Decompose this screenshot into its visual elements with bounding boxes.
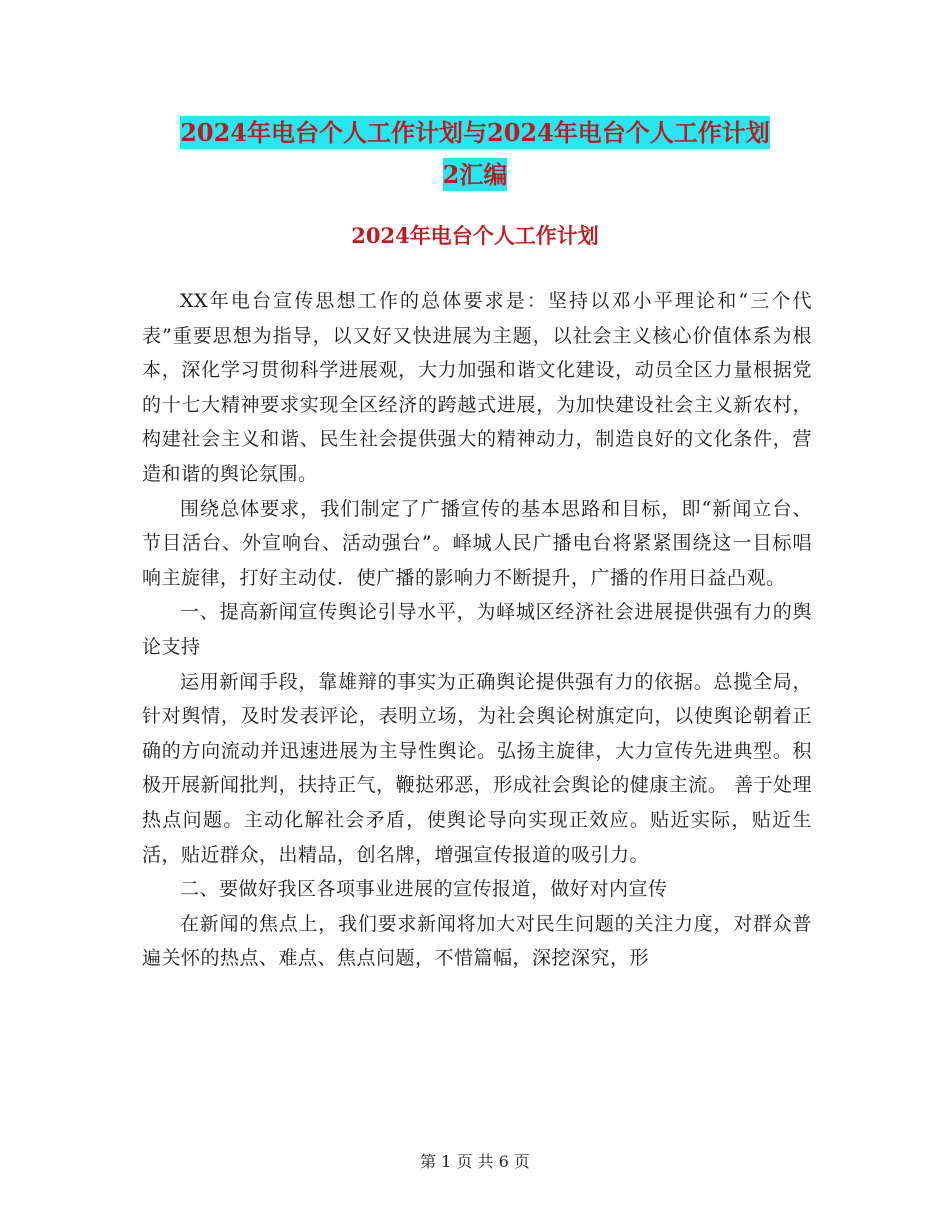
page-number-footer: 第 1 页 共 6 页 xyxy=(420,1152,530,1171)
paragraph: 围绕总体要求，我们制定了广播宣传的基本思路和目标，即“新闻立台、节目活台、外宣响台、活动强台”。峄城人民广播电台将紧紧围绕这一目标唱响主旋律，打好主动仗．使广播的影响力不断提升，广播的作用日益凸观。 xyxy=(142,497,812,589)
paragraph: 运用新闻手段，靠雄辩的事实为正确舆论提供强有力的依据。总揽全局，针对舆情，及时发表评论，表明立场，为社会舆论树旗定向，以使舆论朝着正确的方向流动并迅速进展为主导性舆论。弘扬主旋律，大力宣传先进典型。积极开展新闻批判，扶持正气，鞭挞邪恶，形成社会舆论的健康主流。 善于处理热点问题。主动化解社会矛盾，使舆论导向实现正效应。贴近实际，贴近生活，贴近群众，出精品，创名牌，增强宣传报道的吸引力。 xyxy=(142,670,812,866)
document-title-text-2: 2汇编 xyxy=(442,160,508,189)
paragraph-heading: 二、要做好我区各项事业进展的宣传报道，做好对内宣传 xyxy=(180,878,668,901)
paragraph-heading: 一、提高新闻宣传舆论引导水平，为峄城区经济社会进展提供强有力的舆论支持 xyxy=(142,601,812,658)
section-title: 2024年电台个人工作计划 xyxy=(351,223,599,248)
paragraph: 在新闻的焦点上，我们要求新闻将加大对民生问题的关注力度，对群众普遍关怀的热点、难点、焦点问题，不惜篇幅，深挖深究，形 xyxy=(142,912,812,970)
document-title-text-1: 2024年电台个人工作计划与2024年电台个人工作计划 xyxy=(180,118,770,147)
document-body xyxy=(142,284,812,976)
document-title-line1 xyxy=(0,110,950,156)
document-title-line2 xyxy=(0,152,950,198)
paragraph: XX年电台宣传思想工作的总体要求是：坚持以邓小平理论和“三个代表”重要思想为指导，以又好又快进展为主题，以社会主义核心价值体系为根本，深化学习贯彻科学进展观，大力加强和谐文化建设，动员全区力量根据党的十七大精神要求实现全区经济的跨越式进展，为加快建设社会主义新农村，构建社会主义和谐、民生社会提供强大的精神动力，制造良好的文化条件，营造和谐的舆论氛围。 xyxy=(142,290,812,485)
